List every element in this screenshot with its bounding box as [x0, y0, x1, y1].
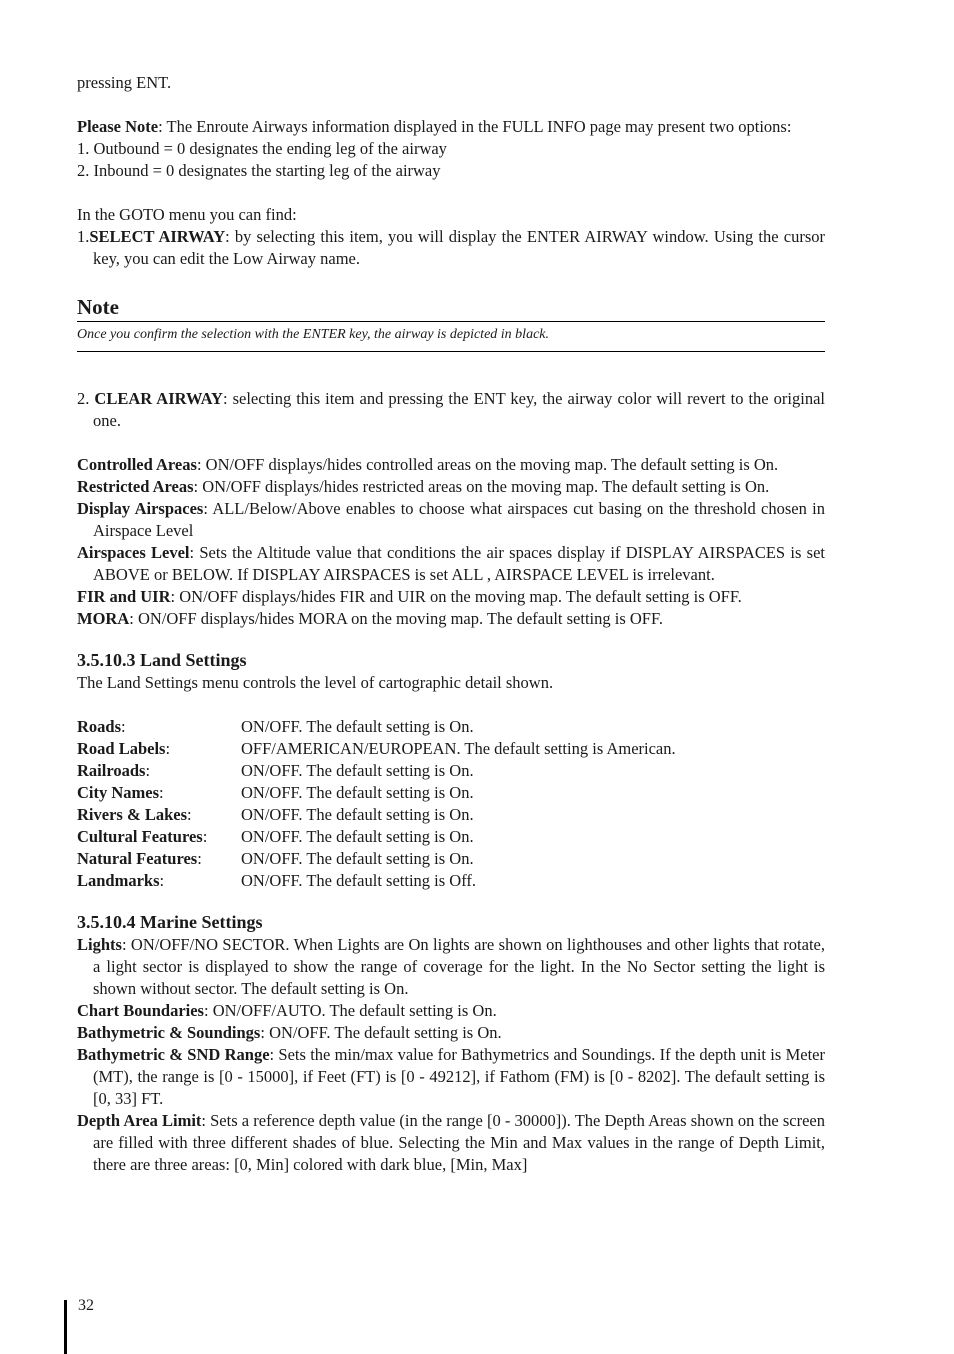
- goto-item-1-number: 1.: [77, 227, 90, 246]
- definition-term: FIR and UIR: [77, 587, 171, 606]
- setting-label: Rivers & Lakes: [77, 805, 187, 824]
- setting-key: City Names:: [77, 783, 164, 802]
- setting-label: Roads: [77, 717, 122, 736]
- section-heading-marine-settings: 3.5.10.4 Marine Settings: [77, 912, 263, 932]
- select-airway-text: : by selecting this item, you will display the ENTER AIRWAY window. Using the cursor key, you can edit the Low Airway name.: [93, 227, 825, 268]
- definition-text: : ON/OFF/AUTO. The default setting is On.: [203, 1001, 497, 1020]
- settings-row: [77, 716, 825, 738]
- definition-fir-uir: [77, 586, 825, 608]
- definition-term: Controlled Areas: [77, 455, 197, 474]
- page-content: [77, 72, 825, 1176]
- setting-key: Roads:: [77, 717, 126, 736]
- definition-airspaces-level: [77, 542, 825, 586]
- please-note-paragraph: [77, 116, 825, 138]
- setting-label: Landmarks: [77, 871, 160, 890]
- definition-term: Restricted Areas: [77, 477, 194, 496]
- please-note-item-1: 1. Outbound = 0 designates the ending leg of the airway: [77, 139, 447, 158]
- definition-term: Chart Boundaries: [77, 1001, 204, 1020]
- definition-text: : ON/OFF displays/hides restricted areas on the moving map. The default setting is On.: [193, 477, 770, 496]
- section-heading-land-settings: 3.5.10.3 Land Settings: [77, 650, 247, 670]
- settings-row: [77, 760, 825, 782]
- setting-key: Road Labels:: [77, 739, 171, 758]
- land-settings-table: [77, 716, 825, 892]
- select-airway-label: SELECT AIRWAY: [89, 227, 226, 246]
- goto-item-clear-airway: [77, 388, 825, 432]
- goto-intro: In the GOTO menu you can find:: [77, 205, 297, 224]
- settings-row: [77, 738, 825, 760]
- definition-term: Display Airspaces: [77, 499, 204, 518]
- definition-depth-area-limit: [77, 1110, 825, 1176]
- definition-term: MORA: [77, 609, 130, 628]
- setting-key: Landmarks:: [77, 871, 165, 890]
- page-number: 32: [78, 1297, 94, 1314]
- setting-value: ON/OFF. The default setting is On.: [241, 761, 474, 780]
- definition-text: : ALL/Below/Above enables to choose what airspaces cut basing on the threshold chosen in Airspace Level: [93, 499, 825, 540]
- settings-row: [77, 782, 825, 804]
- definition-term: Lights: [77, 935, 122, 954]
- clear-airway-text: : selecting this item and pressing the ENT key, the airway color will revert to the original one.: [93, 389, 825, 430]
- please-note-text: : The Enroute Airways information displayed in the FULL INFO page may present two options:: [158, 117, 792, 136]
- setting-value: OFF/AMERICAN/EUROPEAN. The default setting is American.: [241, 739, 676, 758]
- setting-key: Cultural Features:: [77, 827, 208, 846]
- settings-row: [77, 826, 825, 848]
- definition-bathymetric-soundings: [77, 1022, 825, 1044]
- definition-text: : Sets a reference depth value (in the range [0 - 30000]). The Depth Areas shown on the screen are filled with three different shades of blue. Selecting the Min and Max values in the range of Depth Limit, there are three areas: [0, Min] colored with dark blue, [Min, Max]: [93, 1111, 826, 1174]
- definition-lights: [77, 934, 825, 1000]
- definition-term: Bathymetric & SND Range: [77, 1045, 270, 1064]
- definition-text: : Sets the min/max value for Bathymetrics and Soundings. If the depth unit is Meter (MT), the range is [0 - 15000], if Feet (FT) is [0 - 49212], if Fathom (FM) is [0 - 8202]. The default setting is [0, 33] FT.: [93, 1045, 825, 1108]
- definition-controlled-areas: [77, 454, 825, 476]
- setting-value: ON/OFF. The default setting is On.: [241, 783, 474, 802]
- settings-row: [77, 848, 825, 870]
- goto-item-select-airway: [77, 226, 825, 270]
- page-margin-bar: [64, 1300, 67, 1354]
- settings-row: [77, 870, 825, 892]
- setting-value: ON/OFF. The default setting is Off.: [241, 871, 477, 890]
- definition-term: Airspaces Level: [77, 543, 190, 562]
- setting-label: City Names: [77, 783, 160, 802]
- setting-key: Rivers & Lakes:: [77, 805, 192, 824]
- definition-text: : Sets the Altitude value that conditions the air spaces display if DISPLAY AIRSPACES is set ABOVE or BELOW. If DISPLAY AIRSPACES is set ALL , AIRSPACE LEVEL is irrelevant.: [93, 543, 825, 584]
- paragraph-pressing-ent: pressing ENT.: [77, 73, 172, 92]
- definition-mora: [77, 608, 825, 630]
- please-note-label: Please Note: [77, 117, 159, 136]
- note-body: Once you confirm the selection with the ENTER key, the airway is depicted in black.: [77, 322, 825, 352]
- definition-text: : ON/OFF. The default setting is On.: [260, 1023, 502, 1042]
- definition-text: : ON/OFF displays/hides FIR and UIR on the moving map. The default setting is OFF.: [170, 587, 742, 606]
- definition-text: : ON/OFF displays/hides controlled areas on the moving map. The default setting is On.: [196, 455, 779, 474]
- definition-text: : ON/OFF displays/hides MORA on the moving map. The default setting is OFF.: [129, 609, 663, 628]
- setting-label: Railroads: [77, 761, 146, 780]
- definition-display-airspaces: [77, 498, 825, 542]
- clear-airway-label: CLEAR AIRWAY: [94, 389, 223, 408]
- note-box: [77, 294, 825, 352]
- definition-term: Depth Area Limit: [77, 1111, 202, 1130]
- definition-chart-boundaries: [77, 1000, 825, 1022]
- setting-key: Natural Features:: [77, 849, 202, 868]
- goto-item-2-number: 2.: [77, 389, 95, 408]
- note-title: Note: [77, 294, 825, 322]
- definition-bathymetric-snd-range: [77, 1044, 825, 1110]
- definition-restricted-areas: [77, 476, 825, 498]
- setting-label: Road Labels: [77, 739, 166, 758]
- setting-key: Railroads:: [77, 761, 151, 780]
- setting-label: Natural Features: [77, 849, 198, 868]
- definition-text: : ON/OFF/NO SECTOR. When Lights are On lights are shown on lighthouses and other lights that rotate, a light sector is displayed to show the range of coverage for the light. In the No Sector setting the light is shown without sector. The default setting is On.: [93, 935, 825, 998]
- please-note-item-2: 2. Inbound = 0 designates the starting leg of the airway: [77, 161, 441, 180]
- setting-value: ON/OFF. The default setting is On.: [241, 717, 474, 736]
- setting-label: Cultural Features: [77, 827, 203, 846]
- settings-row: [77, 804, 825, 826]
- setting-value: ON/OFF. The default setting is On.: [241, 849, 474, 868]
- setting-value: ON/OFF. The default setting is On.: [241, 827, 474, 846]
- setting-value: ON/OFF. The default setting is On.: [241, 805, 474, 824]
- definition-term: Bathymetric & Soundings: [77, 1023, 261, 1042]
- land-settings-intro: The Land Settings menu controls the level of cartographic detail shown.: [77, 673, 554, 692]
